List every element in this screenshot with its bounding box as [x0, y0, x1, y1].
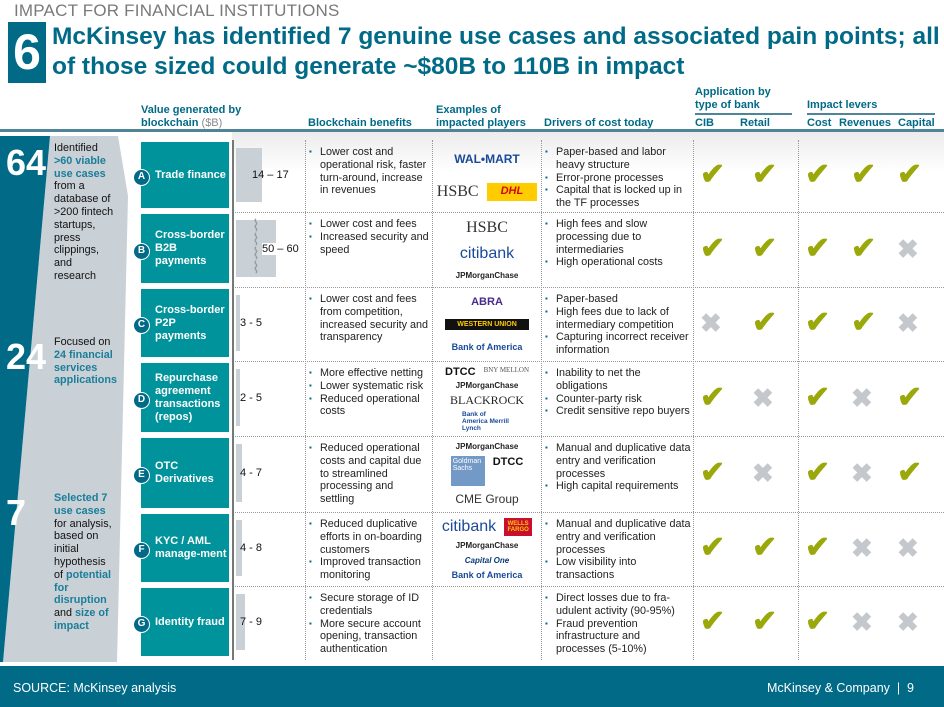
- value-range: 3 - 5: [240, 317, 263, 329]
- benefits-list: [308, 293, 430, 344]
- player-logo: DHL: [487, 183, 538, 201]
- check-icon: ✔: [805, 605, 831, 638]
- benefits-list: [308, 367, 430, 418]
- player-logo: HSBC: [436, 182, 479, 200]
- player-logo: Bank of America: [451, 570, 523, 581]
- column-divider: [798, 140, 799, 660]
- funnel-text: Focused on: [54, 336, 111, 348]
- player-logo: citibank: [441, 517, 497, 535]
- cross-icon: ✖: [752, 458, 774, 488]
- use-case-box[interactable]: [141, 588, 229, 656]
- use-case-letter-badge: G: [133, 616, 150, 633]
- header-retail: Retail: [740, 117, 770, 129]
- cross-icon: ✖: [752, 382, 774, 413]
- funnel-highlight: potential for disruption: [54, 568, 112, 607]
- check-icon: ✔: [805, 231, 831, 265]
- funnel-text: and: [54, 607, 76, 620]
- player-logo: JPMorganChase: [455, 541, 519, 551]
- benefit-item: ▪ Reduced operational costs: [308, 393, 430, 419]
- column-divider: [693, 140, 694, 660]
- benefit-item: ▪ Reduced duplicative efforts in on-boarding customers: [308, 518, 430, 556]
- check-icon: ✔: [805, 306, 831, 339]
- company-name: McKinsey & Company: [766, 681, 890, 695]
- benefits-list: [308, 218, 430, 256]
- benefit-item: ▪ Reduced operational costs and capital due to streamlined processing and settling: [308, 442, 430, 506]
- use-case-letter-badge: F: [133, 542, 150, 559]
- header-cib: CIB: [695, 117, 714, 129]
- funnel-text: for analysis, based on initial hypothesis of: [54, 517, 112, 581]
- driver-item: ▪ High fees due to lack of intermediary competition: [544, 306, 692, 332]
- value-axis: [232, 140, 234, 660]
- cross-icon: ✖: [897, 607, 919, 637]
- header-capital: Capital: [898, 117, 935, 129]
- row-divider: [232, 436, 944, 437]
- drivers-list: [544, 293, 692, 357]
- check-icon: ✔: [700, 605, 726, 638]
- drivers-list: [544, 442, 692, 493]
- drivers-list: [544, 518, 692, 582]
- cross-icon: ✖: [851, 382, 873, 413]
- benefit-item: ▪ Lower cost and fees from competition, increased security and transparency: [308, 293, 430, 344]
- check-icon: ✔: [700, 158, 726, 191]
- drivers-list: [544, 146, 692, 210]
- header-value: [141, 104, 241, 130]
- use-case-name: Cross-border B2B payments: [155, 229, 225, 267]
- player-logo: Bank of America Merrill Lynch: [462, 410, 509, 432]
- players-logos: [436, 590, 538, 656]
- header-value-line2: blockchain: [141, 117, 199, 129]
- use-case-box[interactable]: [141, 363, 229, 432]
- row-divider: [232, 287, 944, 288]
- cross-icon: ✖: [851, 607, 873, 637]
- players-logos: [436, 216, 538, 283]
- player-logo: HSBC: [466, 219, 508, 236]
- driver-item: ▪ Paper-based and labor heavy structure: [544, 146, 692, 172]
- header-players-line2: impacted players: [436, 117, 526, 129]
- cross-icon: ✖: [897, 308, 919, 338]
- benefits-list: [308, 518, 430, 582]
- funnel-text-64: [54, 142, 116, 283]
- drivers-list: [544, 592, 692, 656]
- check-icon: ✔: [752, 605, 778, 638]
- column-divider: [541, 140, 542, 660]
- driver-item: ▪ Capturing incorrect receiver information: [544, 331, 692, 357]
- footer: [0, 666, 944, 707]
- header-levers-group: Impact levers: [807, 99, 878, 111]
- player-logo: WESTERN UNION: [445, 319, 529, 330]
- use-case-name: Identity fraud: [155, 615, 225, 628]
- driver-item: ▪ Counter-party risk: [544, 393, 692, 406]
- player-logo: JPMorganChase: [455, 441, 519, 451]
- player-logo: DTCC: [492, 456, 524, 469]
- check-icon: ✔: [752, 231, 778, 265]
- player-logo: Capital One: [464, 555, 510, 565]
- header-players: [436, 104, 526, 130]
- player-logo: BLACKROCK: [449, 392, 524, 407]
- check-icon: ✔: [851, 231, 877, 265]
- benefit-item: ▪ Lower systematic risk: [308, 380, 430, 393]
- drivers-list: [544, 367, 692, 418]
- kicker: IMPACT FOR FINANCIAL INSTITUTIONS: [14, 1, 340, 20]
- value-range: 4 - 7: [240, 467, 263, 479]
- cross-icon: ✖: [851, 458, 873, 488]
- source-note: SOURCE: McKinsey analysis: [13, 681, 177, 695]
- funnel-text-24: [54, 336, 120, 387]
- funnel-text: Identified: [54, 142, 98, 154]
- funnel-text: from a database of >200 fintech startups, press clippings, and research: [54, 180, 114, 282]
- check-icon: ✔: [805, 158, 831, 191]
- header-benefits: Blockchain benefits: [308, 117, 412, 129]
- use-case-name: Repurchase agreement transactions (repos): [155, 371, 221, 423]
- driver-item: ▪ Error-prone processes: [544, 172, 692, 185]
- driver-item: ▪ Inability to net the obligations: [544, 367, 692, 393]
- driver-item: ▪ Direct losses due to fra-udulent activity (90-95%): [544, 592, 692, 618]
- header-value-unit: ($B): [201, 117, 223, 129]
- benefits-list: [308, 592, 430, 656]
- players-logos: [436, 144, 538, 208]
- axis-break-icon: ⌇ ⌇ ⌇ ⌇: [252, 218, 260, 277]
- check-icon: ✔: [752, 306, 778, 339]
- row-divider: [232, 212, 944, 213]
- benefit-item: ▪ Improved transaction monitoring: [308, 556, 430, 582]
- use-case-box[interactable]: [141, 142, 229, 208]
- player-logo: citibank: [459, 245, 515, 262]
- cross-icon: ✖: [897, 533, 919, 563]
- use-case-letter-badge: B: [133, 243, 150, 260]
- player-logo: CME Group: [455, 492, 519, 507]
- check-icon: ✔: [752, 158, 778, 191]
- funnel-text-7: [54, 492, 116, 633]
- funnel-highlight: size of impact: [54, 607, 109, 632]
- benefit-item: ▪ More effective netting: [308, 367, 430, 380]
- driver-item: ▪ Credit sensitive repo buyers: [544, 405, 692, 418]
- driver-item: ▪ Paper-based: [544, 293, 692, 306]
- check-icon: ✔: [805, 456, 831, 489]
- use-case-letter-badge: C: [133, 317, 150, 334]
- driver-item: ▪ Low visibility into transactions: [544, 556, 692, 582]
- header-cost: Cost: [807, 117, 832, 129]
- player-logo: ABRA: [471, 295, 503, 308]
- benefit-item: ▪ More secure account opening, transaction authentication: [308, 618, 430, 656]
- check-icon: ✔: [700, 380, 726, 414]
- benefits-list: [308, 146, 430, 197]
- use-case-box[interactable]: [141, 438, 229, 508]
- value-range: 7 - 9: [240, 616, 263, 628]
- player-logo: JPMorganChase: [455, 380, 519, 390]
- funnel-number-64: 64: [6, 142, 47, 183]
- check-icon: ✔: [805, 380, 831, 414]
- header-players-line1: Examples of: [436, 104, 501, 116]
- use-case-name: Cross-border P2P payments: [155, 303, 225, 342]
- benefit-item: ▪ Lower cost and operational risk, faster turn-around, increase in revenues: [308, 146, 430, 197]
- check-icon: ✔: [805, 531, 831, 564]
- players-logos: [436, 516, 538, 582]
- use-case-name: Trade finance: [155, 168, 226, 181]
- use-case-box[interactable]: [141, 289, 229, 357]
- check-icon: ✔: [700, 531, 726, 564]
- value-range: 4 - 8: [240, 542, 263, 554]
- drivers-list: [544, 218, 692, 269]
- row-divider: [232, 586, 944, 587]
- header-value-line1: Value generated by: [141, 104, 242, 116]
- driver-item: ▪ High capital requirements: [544, 480, 692, 493]
- check-icon: ✔: [700, 456, 726, 489]
- funnel-highlight: Selected 7 use cases: [54, 492, 108, 517]
- driver-item: ▪ High operational costs: [544, 256, 692, 269]
- divider: [807, 113, 935, 115]
- check-icon: ✔: [700, 231, 726, 265]
- player-logo: WAL•MART: [454, 151, 520, 166]
- check-icon: ✔: [851, 306, 877, 339]
- column-divider: [305, 140, 306, 660]
- funnel-number-7: 7: [6, 492, 27, 533]
- benefit-item: ▪ Increased security and speed: [308, 231, 430, 257]
- row-divider: [232, 512, 944, 513]
- check-icon: ✔: [851, 158, 877, 191]
- use-case-letter-badge: A: [133, 169, 150, 186]
- header-application-group: Application by type of bank: [695, 86, 771, 111]
- driver-item: ▪ High fees and slow processing due to intermediaries: [544, 218, 692, 256]
- players-logos: [436, 291, 538, 357]
- benefit-item: ▪ Lower cost and fees: [308, 218, 430, 231]
- cross-icon: ✖: [700, 308, 722, 338]
- use-case-letter-badge: D: [133, 392, 150, 409]
- player-logo: JPMorganChase: [455, 271, 519, 280]
- use-case-name: KYC / AML manage-ment: [155, 535, 227, 560]
- check-icon: ✔: [897, 456, 923, 489]
- player-logo: Goldman Sachs: [451, 456, 485, 486]
- players-logos: [436, 365, 538, 432]
- driver-item: ▪ Manual and duplicative data entry and verification processes: [544, 442, 692, 480]
- value-range: 14 – 17: [252, 169, 289, 181]
- use-case-box[interactable]: [141, 214, 229, 283]
- check-icon: ✔: [897, 380, 923, 414]
- header-revenues: Revenues: [839, 117, 891, 129]
- value-range: 2 - 5: [240, 391, 263, 404]
- use-case-name: OTC Derivatives: [155, 460, 214, 485]
- divider: [695, 113, 792, 115]
- section-number: 6: [8, 22, 46, 83]
- check-icon: ✔: [752, 531, 778, 564]
- driver-item: ▪ Capital that is locked up in the TF processes: [544, 184, 692, 210]
- benefits-list: [308, 442, 430, 506]
- funnel-number-24: 24: [6, 336, 47, 377]
- check-icon: ✔: [897, 158, 923, 191]
- cross-icon: ✖: [897, 233, 919, 264]
- page-title: McKinsey has identified 7 genuine use cases and associated pain points; all of those sized could generate ~$80B to 110B in impact: [52, 23, 940, 80]
- funnel-highlight: 24 financial services applications: [54, 348, 117, 387]
- use-case-letter-badge: E: [133, 467, 150, 484]
- funnel-highlight: >60 viable use cases: [54, 154, 106, 180]
- page-number: 9: [907, 681, 914, 695]
- value-range: 50 – 60: [262, 242, 299, 255]
- cross-icon: ✖: [851, 533, 873, 563]
- driver-item: ▪ Fraud prevention infrastructure and processes (5-10%): [544, 618, 692, 656]
- players-logos: [436, 440, 538, 508]
- player-logo: DTCC: [445, 365, 476, 378]
- benefit-item: ▪ Secure storage of ID credentials: [308, 592, 430, 618]
- driver-item: ▪ Manual and duplicative data entry and verification processes: [544, 518, 692, 556]
- row-divider: [232, 361, 944, 362]
- player-logo: Bank of America: [451, 342, 523, 353]
- header-drivers: Drivers of cost today: [544, 117, 654, 129]
- player-logo: WELLS FARGO: [504, 518, 532, 536]
- use-case-box[interactable]: [141, 514, 229, 582]
- company-and-page: McKinsey & Company | 9: [766, 681, 914, 695]
- column-divider: [432, 140, 433, 660]
- player-logo: BNY MELLON: [483, 365, 529, 374]
